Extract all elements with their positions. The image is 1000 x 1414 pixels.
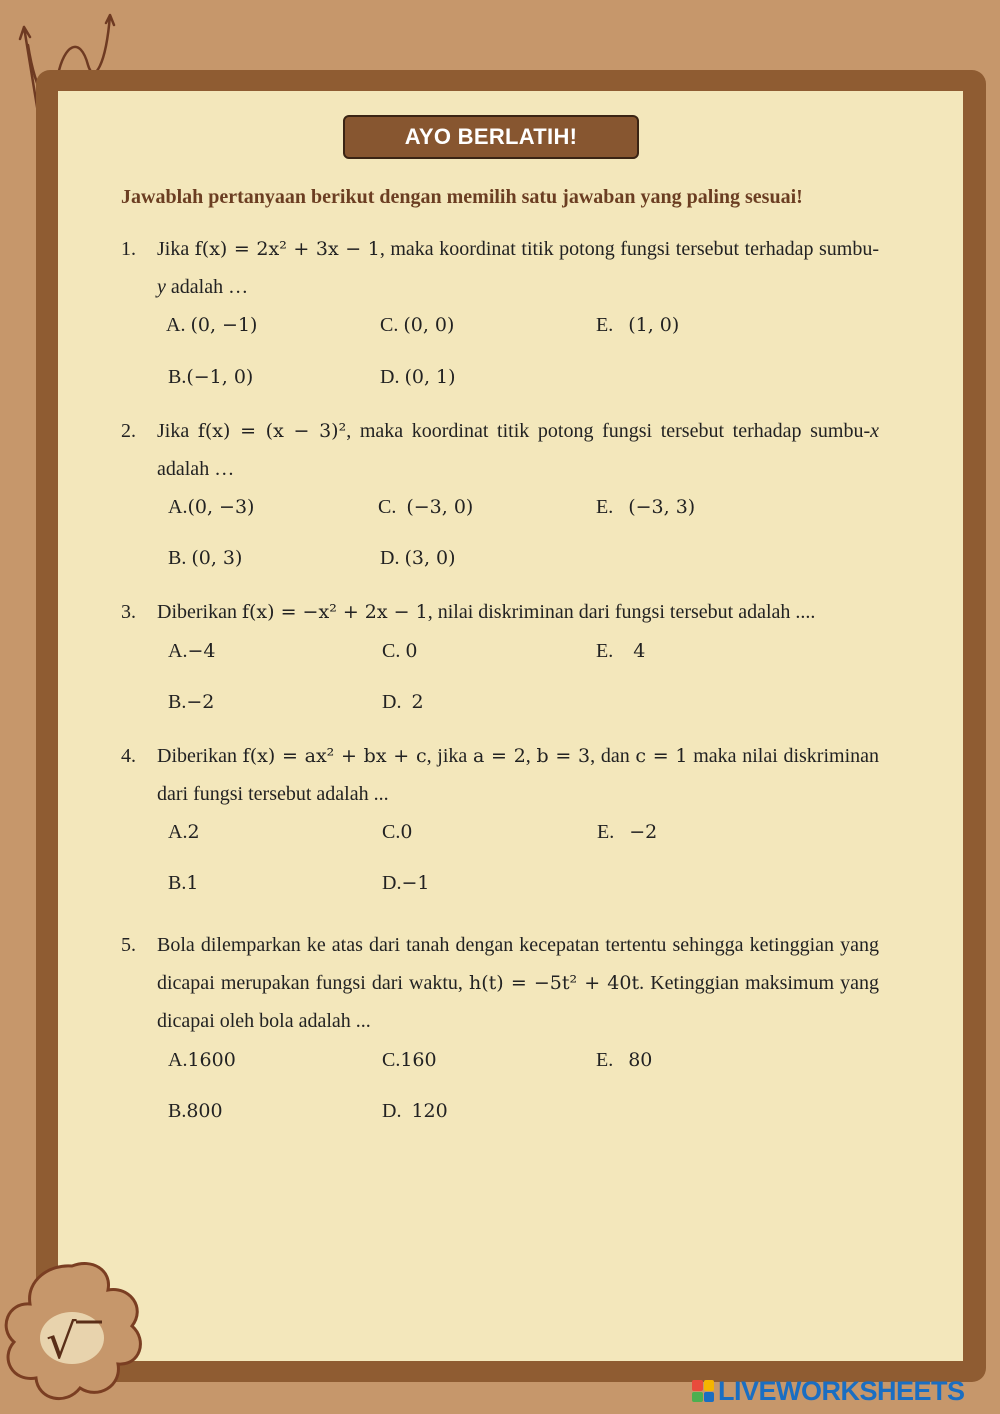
option-2b[interactable]: B. (0, 3)	[168, 547, 243, 569]
option-5e[interactable]: E. 80	[596, 1049, 653, 1071]
option-2d[interactable]: D. (3, 0)	[380, 547, 456, 569]
option-4e[interactable]: E. −2	[597, 821, 658, 843]
question-number: 4.	[121, 745, 136, 767]
option-3a[interactable]: A.−4	[168, 640, 216, 662]
option-4d[interactable]: D.−1	[382, 872, 430, 894]
option-5c[interactable]: C.160	[382, 1049, 437, 1071]
option-3d[interactable]: D. 2	[382, 691, 424, 713]
question-text: Diberikan f(x) = −x² + 2x − 1, nilai diskriminan dari fungsi tersebut adalah ....	[157, 601, 816, 623]
option-1e[interactable]: E. (1, 0)	[596, 314, 680, 336]
square-root-flower-icon	[0, 1258, 150, 1408]
question-text: Diberikan f(x) = ax² + bx + c, jika a = 2, b = 3, dan c = 1 maka nilai diskriminan dari fungsi tersebut adalah ...	[157, 745, 880, 805]
option-3e[interactable]: E. 4	[596, 640, 646, 662]
page-title: AYO BERLATIH!	[343, 115, 639, 159]
question-3	[121, 593, 879, 631]
option-3b[interactable]: B.−2	[168, 691, 215, 713]
option-5d[interactable]: D. 120	[382, 1100, 448, 1122]
question-5	[121, 926, 879, 1040]
question-number: 3.	[121, 601, 136, 623]
question-number: 2.	[121, 420, 136, 442]
option-4c[interactable]: C.0	[382, 821, 413, 843]
option-3c[interactable]: C. 0	[382, 640, 418, 662]
option-4a[interactable]: A.2	[168, 821, 200, 843]
option-5a[interactable]: A.1600	[168, 1049, 236, 1071]
option-2c[interactable]: C. (−3, 0)	[378, 496, 474, 518]
question-text: Jika f(x) = 2x² + 3x − 1, maka koordinat titik potong fungsi tersebut terhadap sumbu-y adalah …	[157, 238, 879, 298]
question-text: Bola dilemparkan ke atas dari tanah dengan kecepatan tertentu sehingga ketinggian yang dicapai merupakan fungsi dari waktu, h(t) = −5t² + 40t. Ketinggian maksimum yang dicapai oleh bola adalah ...	[157, 934, 879, 1032]
instruction-text: Jawablah pertanyaan berikut dengan memilih satu jawaban yang paling sesuai!	[121, 186, 803, 208]
logo-grid-icon	[692, 1380, 714, 1402]
option-4b[interactable]: B.1	[168, 872, 199, 894]
option-5b[interactable]: B.800	[168, 1100, 223, 1122]
flower-symbol: √	[46, 1314, 77, 1370]
option-2a[interactable]: A.(0, −3)	[168, 496, 255, 518]
question-number: 5.	[121, 934, 136, 956]
option-1a[interactable]: A. (0, −1)	[166, 314, 258, 336]
option-1d[interactable]: D. (0, 1)	[380, 366, 456, 388]
question-4	[121, 737, 879, 813]
logo-text: LIVEWORKSHEETS	[718, 1375, 965, 1406]
liveworksheets-logo[interactable]	[692, 1376, 965, 1406]
question-1	[121, 230, 879, 306]
option-1c[interactable]: C. (0, 0)	[380, 314, 455, 336]
question-number: 1.	[121, 238, 136, 260]
question-2	[121, 412, 879, 488]
option-2e[interactable]: E. (−3, 3)	[596, 496, 696, 518]
question-text: Jika f(x) = (x − 3)², maka koordinat titik potong fungsi tersebut terhadap sumbu-x adalah …	[157, 420, 879, 480]
option-1b[interactable]: B.(−1, 0)	[168, 366, 254, 388]
